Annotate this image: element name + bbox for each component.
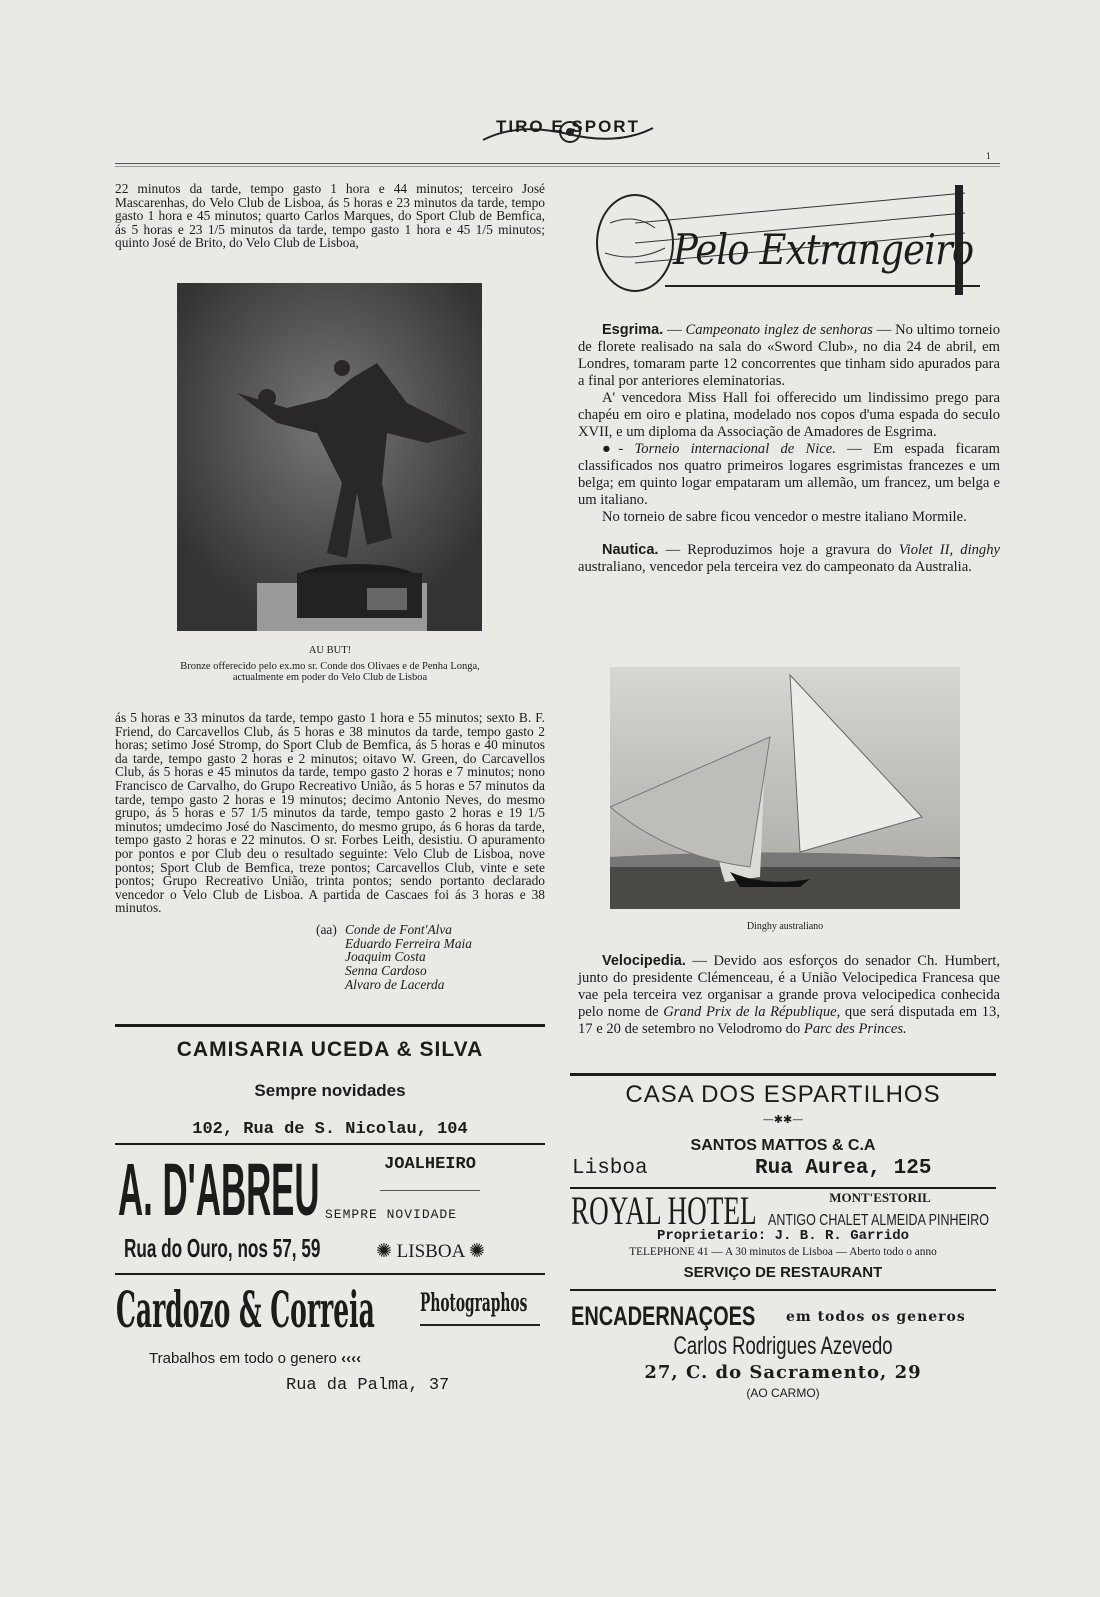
masthead-title: TIRO E SPORT <box>496 117 640 136</box>
ad-rule <box>570 1289 996 1291</box>
signature: Alvaro de Lacerda <box>345 976 445 992</box>
asterisk-ornament-icon: ✺ <box>376 1241 397 1262</box>
page-mark: 1 <box>986 152 992 161</box>
ad-royal-place: MONT'ESTORIL <box>829 1190 931 1205</box>
esgrima-text-4: No torneio de sabre ficou vencedor o mestre italiano Mormile. <box>602 509 967 525</box>
ad-espartilhos-address: Rua Aurea, 125 <box>755 1157 932 1180</box>
heading-velocipedia: Velocipedia. <box>602 953 686 969</box>
ad-cardozo-tagline <box>149 1350 361 1367</box>
encadernacoes-name-text: ENCADERNAÇOES <box>571 1301 756 1331</box>
article-nautica <box>578 542 1000 576</box>
bronze-sculpture-image <box>177 283 482 631</box>
masthead-logo <box>478 112 658 152</box>
section-banner <box>595 183 985 298</box>
ad-camisaria-tagline: Sempre novidades <box>254 1081 406 1100</box>
article-bottom-flow <box>115 711 545 991</box>
header-rule-2 <box>115 166 1000 167</box>
ad-rule-short <box>380 1190 480 1191</box>
ad-abreu-city <box>376 1240 485 1263</box>
parc-name: Parc des Princes. <box>803 1021 907 1037</box>
encadernacoes-owner-text: Carlos Rodrigues Azevedo <box>673 1332 893 1360</box>
signatures <box>316 923 545 992</box>
signature: Joaquim Costa <box>345 949 426 965</box>
ad-rule <box>115 1024 545 1027</box>
abreu-city-text: LISBOA <box>396 1241 465 1262</box>
signature: Conde de Font'Alva <box>345 921 452 937</box>
section-banner-title: Pelo Extrangeiro <box>673 225 974 274</box>
ad-espartilhos-owner: SANTOS MATTOS & C.A <box>690 1137 876 1154</box>
ad-camisaria-address: 102, Rua de S. Nicolau, 104 <box>192 1120 468 1139</box>
velocipedia-text: — Devido aos esforços do senador Ch. Humbert, junto do presidente Clémenceau, é a União Velocipedica Francesa que vae pela terceira vez organisar a grande prova velocipedica conhecida pelo nome de <box>578 953 1000 1020</box>
signature: Senna Cardoso <box>345 963 427 979</box>
cardozo-name-text: Cardozo & Correia <box>116 1280 375 1339</box>
royal-former-text: ANTIGO CHALET ALMEIDA PINHEIRO <box>768 1212 989 1229</box>
ad-rule <box>115 1273 545 1275</box>
abreu-address-text: Rua do Ouro, nos 57, 59 <box>124 1233 321 1263</box>
bullet-icon: ●- <box>602 441 635 457</box>
ad-encadernacoes-address: 27, C. do Sacramento, 29 <box>644 1362 922 1383</box>
ad-encadernacoes-tagline: em todos os generos <box>786 1309 966 1325</box>
ad-abreu-tagline: SEMPRE NOVIDADE <box>325 1207 458 1222</box>
cardozo-trade-text: Photographos <box>420 1288 528 1317</box>
photo-caption-line1: Bronze offerecido pelo ex.mo sr. Conde dos Olivaes e de Penha Longa, <box>180 661 480 672</box>
velocipedia-text-2: que será disputada em 13, 17 e 20 de setembro no Velodromo do <box>578 1004 1000 1037</box>
nice-subtitle: Torneio internacional de Nice. <box>634 441 836 457</box>
heading-esgrima: Esgrima. <box>602 322 664 338</box>
dinghy-caption: Dinghy australiano <box>746 921 824 932</box>
cardozo-tagline-text: Trabalhos em todo o genero <box>149 1350 337 1367</box>
ad-camisaria-name: CAMISARIA UCEDA & SILVA <box>176 1038 484 1061</box>
grand-prix-name: Grand Prix de la République, <box>663 1004 841 1020</box>
ad-abreu-trade: JOALHEIRO <box>384 1155 476 1174</box>
nautica-text: — Reproduzimos hoje a gravura do <box>665 542 892 558</box>
photo-caption-title: AU BUT! <box>308 645 352 656</box>
ad-rule-short <box>420 1324 540 1326</box>
arrow-ornament-icon: ‹‹‹‹ <box>341 1350 362 1367</box>
header-rule <box>115 163 1000 164</box>
royal-name-text: ROYAL HOTEL <box>571 1188 757 1233</box>
article-text-bottom: ás 5 horas e 33 minutos da tarde, tempo gasto 1 hora e 55 minutos; sexto B. F. Friend, do Carcavellos Club, ás 5 horas e 38 minutos da tarde, tempo gasto 2 horas; setimo José Stromp, do Sport Club de Bemfica, ás 5 horas e 40 minutos da tarde, tempo gasto 2 horas e 2 minutos; oitavo W. Green, do Carcavellos Club, ás 5 horas e 45 minutos da tarde, tempo gasto 2 horas e 7 minutos; nono Francisco de Carvalho, do Grupo Recreativo União, ás 5 horas e 57 minutos da tarde, tempo gasto 2 horas e 19 minutos; decimo Antonio Neves, do mesmo grupo, ás 5 horas e 57 1/5 minutos da tarde, tempo gasto 2 horas e 19 1/5 minutos; umdecimo José do Nascimento, do mesmo grupo, ás 6 horas da tarde, tempo gasto 2 horas e 22 minutos. O sr. Forbes Leith, desistiu. O apuramento por pontos e por Club deu o resultado seguinte: Velo Club de Lisboa, nove pontos; Sport Club de Bemfica, treze pontos; Carcavellos Club, vinte e sete pontos; Grupo Recreativo União, trinta pontos; sendo portanto declarado vencedor o Velo Club de Lisboa. A partida de Cascaes foi ás 3 horas e 38 minutos. <box>115 710 545 916</box>
ad-royal-former <box>768 1210 1051 1230</box>
ad-espartilhos-city: Lisboa <box>572 1157 648 1180</box>
ad-royal-info: TELEPHONE 41 — A 30 minutos de Lisboa — Aberto todo o anno <box>629 1246 937 1258</box>
ad-rule <box>570 1073 996 1076</box>
boat-name: Violet II, <box>898 542 954 558</box>
esgrima-text: — No ultimo torneio de florete realisado na sala do «Sword Club», no dia 24 de abril, em Londres, tomaram parte 12 concorrentes que tinham sido apurados para a final por anteriores eleminatorias. <box>578 322 1001 389</box>
photo-dinghy <box>610 667 960 909</box>
ad-encadernacoes-owner <box>570 1332 996 1361</box>
right-articles-flow <box>578 322 1000 576</box>
signatures-prefix: (aa) <box>316 921 337 937</box>
signature: Eduardo Ferreira Maia <box>345 935 472 951</box>
ad-cardozo-address: Rua da Palma, 37 <box>286 1376 450 1395</box>
esgrima-text-3: — Em espada ficaram classificados nos quatro primeiros logares esgrimistas francezes e um belga; em quinto logar empataram um allemão, um francez, um belga e um italiano. <box>578 441 1001 508</box>
ad-rule <box>115 1143 545 1145</box>
article-text-top: 22 minutos da tarde, tempo gasto 1 hora e 44 minutos; terceiro José Mascarenhas, do Velo Club de Lisboa, ás 5 horas e 23 minutos da tarde, tempo gasto 1 hora e 45 minutos; quarto Carlos Marques, do Sport Club de Bemfica, ás 5 horas e 23 1/5 minutos da tarde, tempo gasto 1 hora e 45 1/5 minutos; quinto José de Brito, do Velo Club de Lisboa, <box>115 181 545 251</box>
flourish-ornament-icon: —✱✱— <box>762 1113 804 1126</box>
heading-nautica: Nautica. <box>602 542 659 558</box>
article-velocipedia <box>578 953 1000 1038</box>
sailboat-image <box>610 667 960 909</box>
esgrima-subtitle: Campeonato inglez de senhoras <box>685 322 873 338</box>
nautica-text-2: australiano, vencedor pela terceira vez do campeonato da Australia. <box>578 559 972 575</box>
ad-espartilhos-name: CASA DOS ESPARTILHOS <box>625 1081 941 1108</box>
article-esgrima: Esgrima. — Campeonato inglez de senhoras — No ultimo torneio de florete realisado na sala do «Sword Club», no dia 24 de abril, em Londres, tomaram parte 12 concorrentes que tinham sido apurados para a final por anteriores eleminatorias. A' vencedora Miss Hall foi offerecido um lindissimo prego para chapéu em oiro e platina, modelado nos copos d'uma espada do seculo XVII, e um diploma da Associação de Amadores de Esgrima. ●- Torneio internacional de Nice. — Em espada ficaram classificados nos quatro primeiros logares esgrimistas francezes e um belga; em quinto logar empataram um allemão, um francez, um belga e um italiano. No torneio de sabre ficou vencedor o mestre italiano Mormile. <box>578 322 1001 525</box>
photo-au-but <box>177 283 482 631</box>
ad-royal-owner: Proprietario: J. B. R. Garrido <box>656 1228 910 1244</box>
abreu-name-text: A. D'ABREU <box>118 1148 320 1231</box>
asterisk-ornament-icon: ✺ <box>464 1241 485 1262</box>
dinghy-term: dinghy <box>960 542 1000 558</box>
ad-royal-service: SERVIÇO DE RESTAURANT <box>683 1264 883 1281</box>
esgrima-text-2: A' vencedora Miss Hall foi offerecido um lindissimo prego para chapéu em oiro e platina, modelado nos copos d'uma espada do seculo XVII, e um diploma da Associação de Amadores de Esgrima. <box>578 390 1000 440</box>
ad-encadernacoes-name <box>571 1301 820 1332</box>
ad-encadernacoes-note: (AO CARMO) <box>746 1386 820 1400</box>
photo-caption-line2: actualmente em poder do Velo Club de Lisboa <box>232 672 428 683</box>
